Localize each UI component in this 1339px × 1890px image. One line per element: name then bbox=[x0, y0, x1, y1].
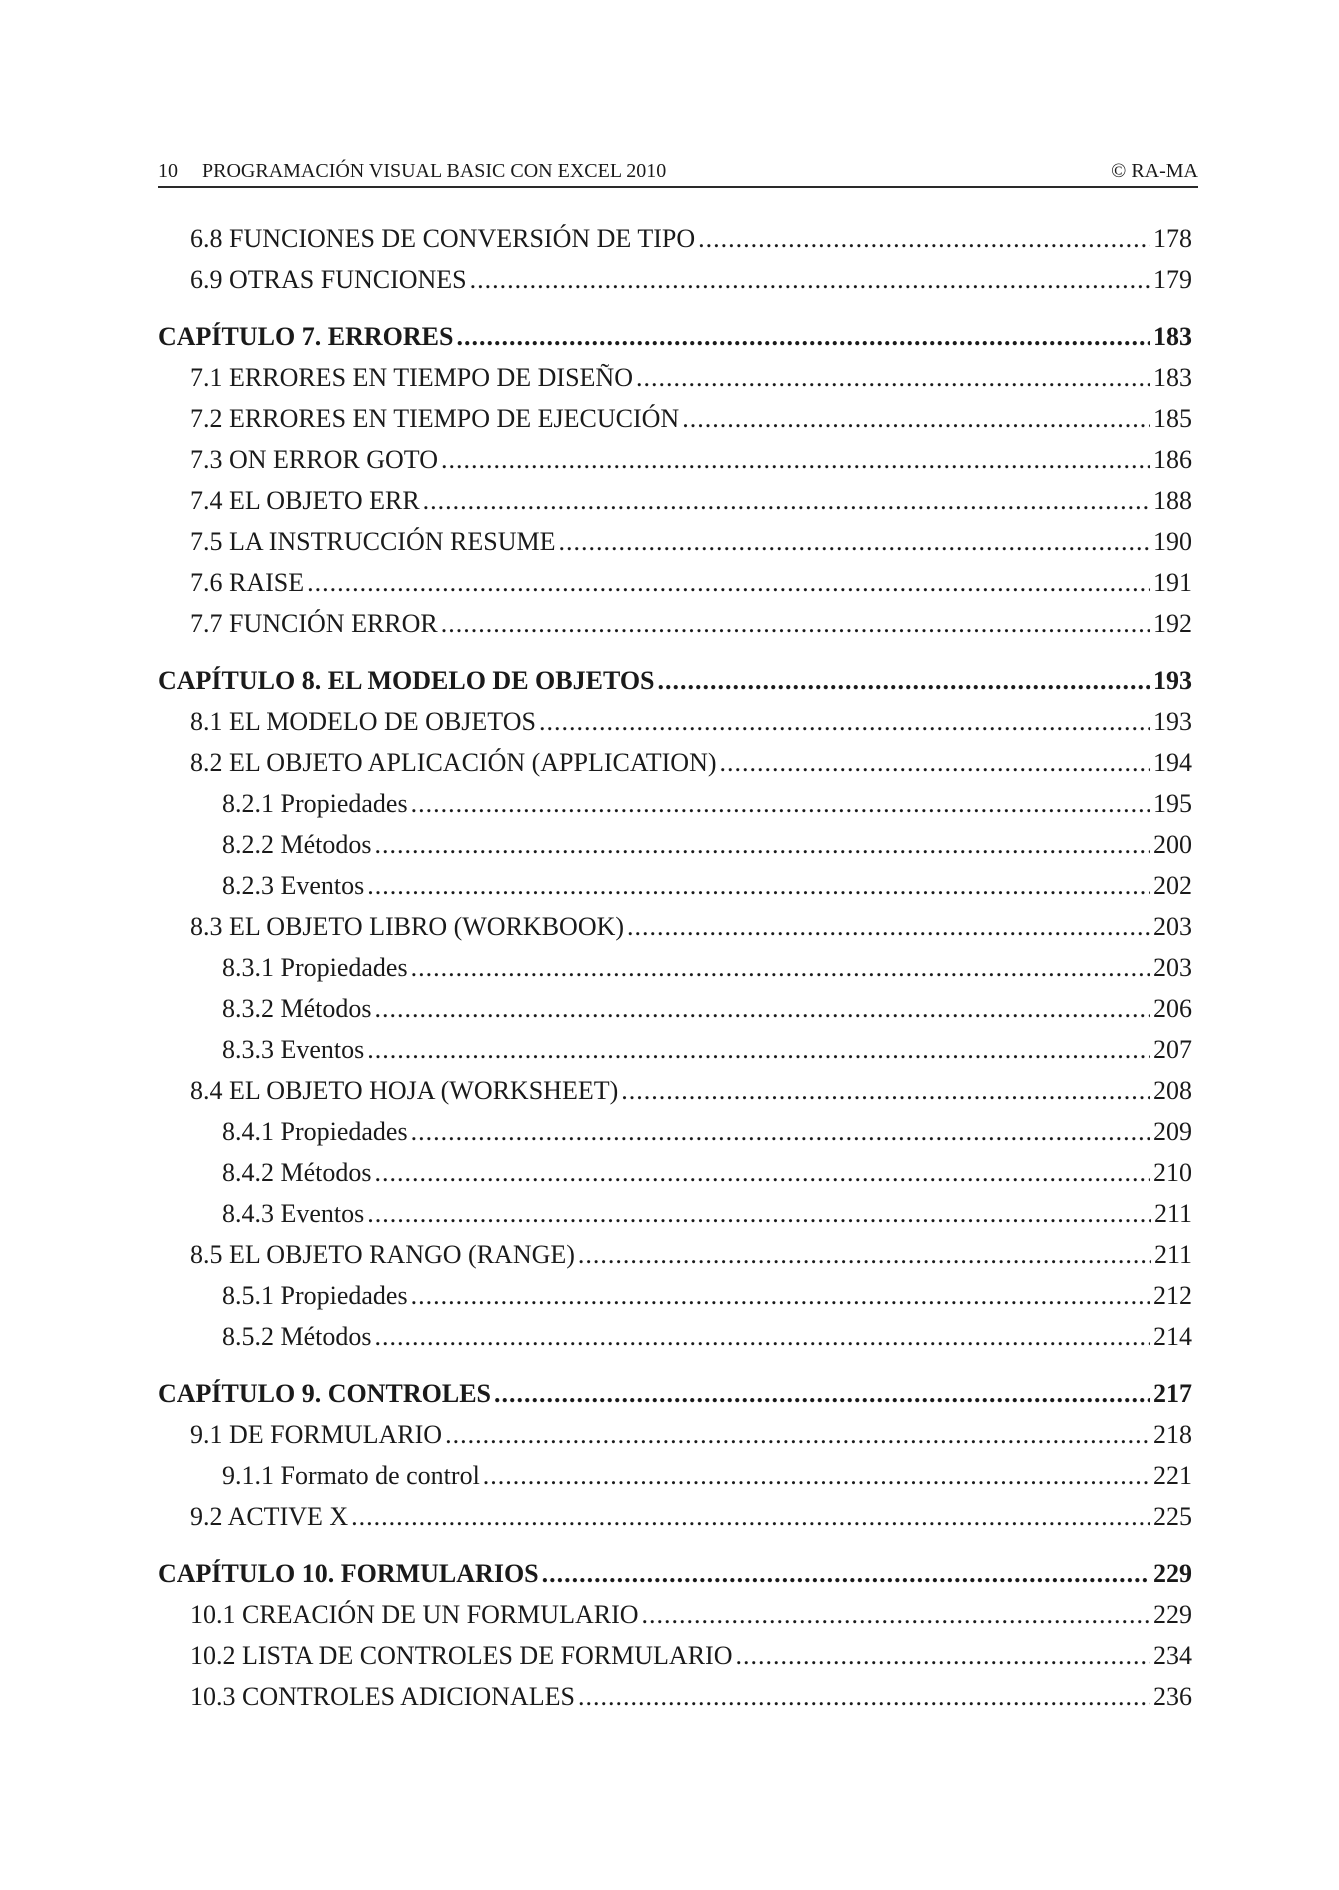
toc-entry-title: 6.8 FUNCIONES DE CONVERSIÓN DE TIPO bbox=[190, 224, 696, 253]
toc-entry-page-number: 212 bbox=[1153, 1281, 1192, 1310]
dot-leader bbox=[470, 259, 1150, 300]
toc-entry-title: 8.2 EL OBJETO APLICACIÓN (APPLICATION) bbox=[190, 748, 717, 777]
running-header-left bbox=[158, 156, 666, 186]
toc-entry-title: 9.1 DE FORMULARIO bbox=[190, 1420, 443, 1449]
toc-section-entry[interactable] bbox=[158, 1676, 1192, 1717]
toc-entry-page-number: 193 bbox=[1153, 666, 1192, 695]
toc-entry-title: 8.2.3 Eventos bbox=[222, 871, 365, 900]
toc-section-entry[interactable] bbox=[158, 521, 1192, 562]
toc-entry-title: 10.2 LISTA DE CONTROLES DE FORMULARIO bbox=[190, 1641, 733, 1670]
dot-leader bbox=[682, 398, 1150, 439]
dot-leader bbox=[445, 1414, 1150, 1455]
toc-entry-page-number: 200 bbox=[1153, 830, 1192, 859]
toc-entry-page-number: 195 bbox=[1153, 789, 1192, 818]
dot-leader bbox=[375, 1316, 1151, 1357]
toc-entry-title: 8.3 EL OBJETO LIBRO (WORKBOOK) bbox=[190, 912, 625, 941]
dot-leader bbox=[483, 1455, 1150, 1496]
toc-entry-title: 8.4 EL OBJETO HOJA (WORKSHEET) bbox=[190, 1076, 619, 1105]
toc-entry-title: CAPÍTULO 8. EL MODELO DE OBJETOS bbox=[158, 666, 655, 695]
toc-entry-title: 8.5.2 Métodos bbox=[222, 1322, 372, 1351]
toc-entry-page-number: 191 bbox=[1153, 568, 1192, 597]
toc-subsection-entry[interactable] bbox=[158, 824, 1192, 865]
dot-leader bbox=[720, 742, 1151, 783]
toc-entry-page-number: 229 bbox=[1153, 1559, 1192, 1588]
toc-chapter-entry[interactable] bbox=[158, 660, 1192, 701]
toc-entry-title: 8.4.1 Propiedades bbox=[222, 1117, 408, 1146]
toc-entry-page-number: 229 bbox=[1153, 1600, 1192, 1629]
running-header bbox=[158, 156, 1198, 188]
toc-subsection-entry[interactable] bbox=[158, 1111, 1192, 1152]
toc-subsection-entry[interactable] bbox=[158, 1193, 1192, 1234]
dot-leader bbox=[441, 603, 1150, 644]
toc-section-entry[interactable] bbox=[158, 603, 1192, 644]
dot-leader bbox=[636, 357, 1150, 398]
toc-chapter-entry[interactable] bbox=[158, 1373, 1192, 1414]
toc-entry-title: 8.5 EL OBJETO RANGO (RANGE) bbox=[190, 1240, 575, 1269]
toc-entry-page-number: 179 bbox=[1153, 265, 1192, 294]
dot-leader bbox=[375, 824, 1151, 865]
toc-entry-page-number: 234 bbox=[1153, 1641, 1192, 1670]
toc-entry-page-number: 211 bbox=[1153, 1240, 1192, 1269]
toc-subsection-entry[interactable] bbox=[158, 947, 1192, 988]
toc-section-entry[interactable] bbox=[158, 1070, 1192, 1111]
dot-leader bbox=[578, 1676, 1150, 1717]
toc-entry-title: 8.3.1 Propiedades bbox=[222, 953, 408, 982]
dot-leader bbox=[411, 947, 1150, 988]
toc-entry-page-number: 209 bbox=[1153, 1117, 1192, 1146]
toc-entry-title: CAPÍTULO 10. FORMULARIOS bbox=[158, 1559, 539, 1588]
toc-section-entry[interactable] bbox=[158, 906, 1192, 947]
toc-entry-page-number: 188 bbox=[1153, 486, 1192, 515]
toc-section-entry[interactable] bbox=[158, 439, 1192, 480]
toc-entry-title: 6.9 OTRAS FUNCIONES bbox=[190, 265, 467, 294]
dot-leader bbox=[558, 521, 1150, 562]
toc-entry-page-number: 178 bbox=[1153, 224, 1192, 253]
toc-entry-page-number: 217 bbox=[1153, 1379, 1192, 1408]
toc-entry-page-number: 194 bbox=[1153, 748, 1192, 777]
toc-entry-page-number: 193 bbox=[1153, 707, 1192, 736]
dot-leader bbox=[698, 218, 1150, 259]
toc-entry-title: 7.5 LA INSTRUCCIÓN RESUME bbox=[190, 527, 556, 556]
toc-section-entry[interactable] bbox=[158, 1234, 1192, 1275]
dot-leader bbox=[441, 439, 1150, 480]
toc-entry-page-number: 206 bbox=[1153, 994, 1192, 1023]
toc-entry-title: 9.2 ACTIVE X bbox=[190, 1502, 349, 1531]
dot-leader bbox=[578, 1234, 1151, 1275]
toc-entry-title: 8.2.2 Métodos bbox=[222, 830, 372, 859]
toc-entry-page-number: 183 bbox=[1153, 322, 1192, 351]
toc-section-entry[interactable] bbox=[158, 480, 1192, 521]
dot-leader bbox=[642, 1594, 1150, 1635]
dot-leader bbox=[539, 701, 1150, 742]
toc-subsection-entry[interactable] bbox=[158, 783, 1192, 824]
toc-entry-title: 7.3 ON ERROR GOTO bbox=[190, 445, 438, 474]
table-of-contents bbox=[158, 218, 1192, 1717]
toc-entry-page-number: 202 bbox=[1153, 871, 1192, 900]
toc-entry-page-number: 207 bbox=[1153, 1035, 1192, 1064]
toc-entry-title: 8.3.3 Eventos bbox=[222, 1035, 365, 1064]
toc-entry-title: 8.3.2 Métodos bbox=[222, 994, 372, 1023]
dot-leader bbox=[423, 480, 1150, 521]
toc-section-entry[interactable] bbox=[158, 742, 1192, 783]
dot-leader bbox=[621, 1070, 1150, 1111]
dot-leader bbox=[351, 1496, 1150, 1537]
toc-entry-title: 8.1 EL MODELO DE OBJETOS bbox=[190, 707, 536, 736]
dot-leader bbox=[367, 1029, 1150, 1070]
publisher-mark: © RA-MA bbox=[1111, 160, 1198, 182]
toc-entry-page-number: 225 bbox=[1153, 1502, 1192, 1531]
toc-entry-title: 8.2.1 Propiedades bbox=[222, 789, 408, 818]
dot-leader bbox=[658, 660, 1150, 701]
toc-chapter-entry[interactable] bbox=[158, 316, 1192, 357]
toc-section-entry[interactable] bbox=[158, 1635, 1192, 1676]
toc-entry-title: 7.2 ERRORES EN TIEMPO DE EJECUCIÓN bbox=[190, 404, 680, 433]
toc-entry-title: 10.3 CONTROLES ADICIONALES bbox=[190, 1682, 575, 1711]
toc-entry-title: 8.4.2 Métodos bbox=[222, 1158, 372, 1187]
toc-subsection-entry[interactable] bbox=[158, 865, 1192, 906]
toc-entry-title: CAPÍTULO 7. ERRORES bbox=[158, 322, 454, 351]
dot-leader bbox=[735, 1635, 1150, 1676]
toc-section-entry[interactable] bbox=[158, 1594, 1192, 1635]
toc-entry-page-number: 221 bbox=[1153, 1461, 1192, 1490]
toc-entry-page-number: 210 bbox=[1153, 1158, 1192, 1187]
toc-entry-page-number: 190 bbox=[1153, 527, 1192, 556]
toc-entry-title: 10.1 CREACIÓN DE UN FORMULARIO bbox=[190, 1600, 639, 1629]
toc-entry-page-number: 183 bbox=[1153, 363, 1192, 392]
dot-leader bbox=[456, 316, 1150, 357]
dot-leader bbox=[494, 1373, 1150, 1414]
toc-chapter-entry[interactable] bbox=[158, 1553, 1192, 1594]
toc-subsection-entry[interactable] bbox=[158, 1152, 1192, 1193]
toc-entry-title: 7.6 RAISE bbox=[190, 568, 305, 597]
toc-section-entry[interactable] bbox=[158, 701, 1192, 742]
book-title: PROGRAMACIÓN VISUAL BASIC CON EXCEL 2010 bbox=[202, 160, 667, 182]
dot-leader bbox=[375, 988, 1151, 1029]
toc-entry-title: 8.5.1 Propiedades bbox=[222, 1281, 408, 1310]
toc-section-entry[interactable] bbox=[158, 218, 1192, 259]
toc-entry-page-number: 203 bbox=[1153, 912, 1192, 941]
dot-leader bbox=[375, 1152, 1151, 1193]
toc-section-entry[interactable] bbox=[158, 1414, 1192, 1455]
toc-subsection-entry[interactable] bbox=[158, 988, 1192, 1029]
toc-subsection-entry[interactable] bbox=[158, 1316, 1192, 1357]
dot-leader bbox=[367, 1193, 1151, 1234]
dot-leader bbox=[542, 1553, 1150, 1594]
toc-section-entry[interactable] bbox=[158, 1496, 1192, 1537]
dot-leader bbox=[307, 562, 1150, 603]
dot-leader bbox=[411, 1275, 1150, 1316]
page-number: 10 bbox=[158, 160, 178, 182]
toc-subsection-entry[interactable] bbox=[158, 1455, 1192, 1496]
toc-section-entry[interactable] bbox=[158, 357, 1192, 398]
toc-entry-page-number: 218 bbox=[1153, 1420, 1192, 1449]
toc-entry-page-number: 211 bbox=[1153, 1199, 1192, 1228]
toc-entry-page-number: 186 bbox=[1153, 445, 1192, 474]
toc-entry-title: 8.4.3 Eventos bbox=[222, 1199, 365, 1228]
toc-subsection-entry[interactable] bbox=[158, 1029, 1192, 1070]
toc-subsection-entry[interactable] bbox=[158, 1275, 1192, 1316]
toc-entry-title: 7.7 FUNCIÓN ERROR bbox=[190, 609, 438, 638]
toc-section-entry[interactable] bbox=[158, 259, 1192, 300]
toc-entry-title: 7.4 EL OBJETO ERR bbox=[190, 486, 420, 515]
dot-leader bbox=[367, 865, 1150, 906]
dot-leader bbox=[627, 906, 1150, 947]
toc-entry-title: 9.1.1 Formato de control bbox=[222, 1461, 480, 1490]
toc-section-entry[interactable] bbox=[158, 562, 1192, 603]
toc-entry-page-number: 208 bbox=[1153, 1076, 1192, 1105]
dot-leader bbox=[411, 1111, 1150, 1152]
toc-entry-title: CAPÍTULO 9. CONTROLES bbox=[158, 1379, 491, 1408]
toc-entry-page-number: 203 bbox=[1153, 953, 1192, 982]
dot-leader bbox=[411, 783, 1150, 824]
toc-entry-title: 7.1 ERRORES EN TIEMPO DE DISEÑO bbox=[190, 363, 633, 392]
toc-entry-page-number: 214 bbox=[1153, 1322, 1192, 1351]
toc-section-entry[interactable] bbox=[158, 398, 1192, 439]
toc-entry-page-number: 236 bbox=[1153, 1682, 1192, 1711]
toc-entry-page-number: 185 bbox=[1153, 404, 1192, 433]
toc-entry-page-number: 192 bbox=[1153, 609, 1192, 638]
